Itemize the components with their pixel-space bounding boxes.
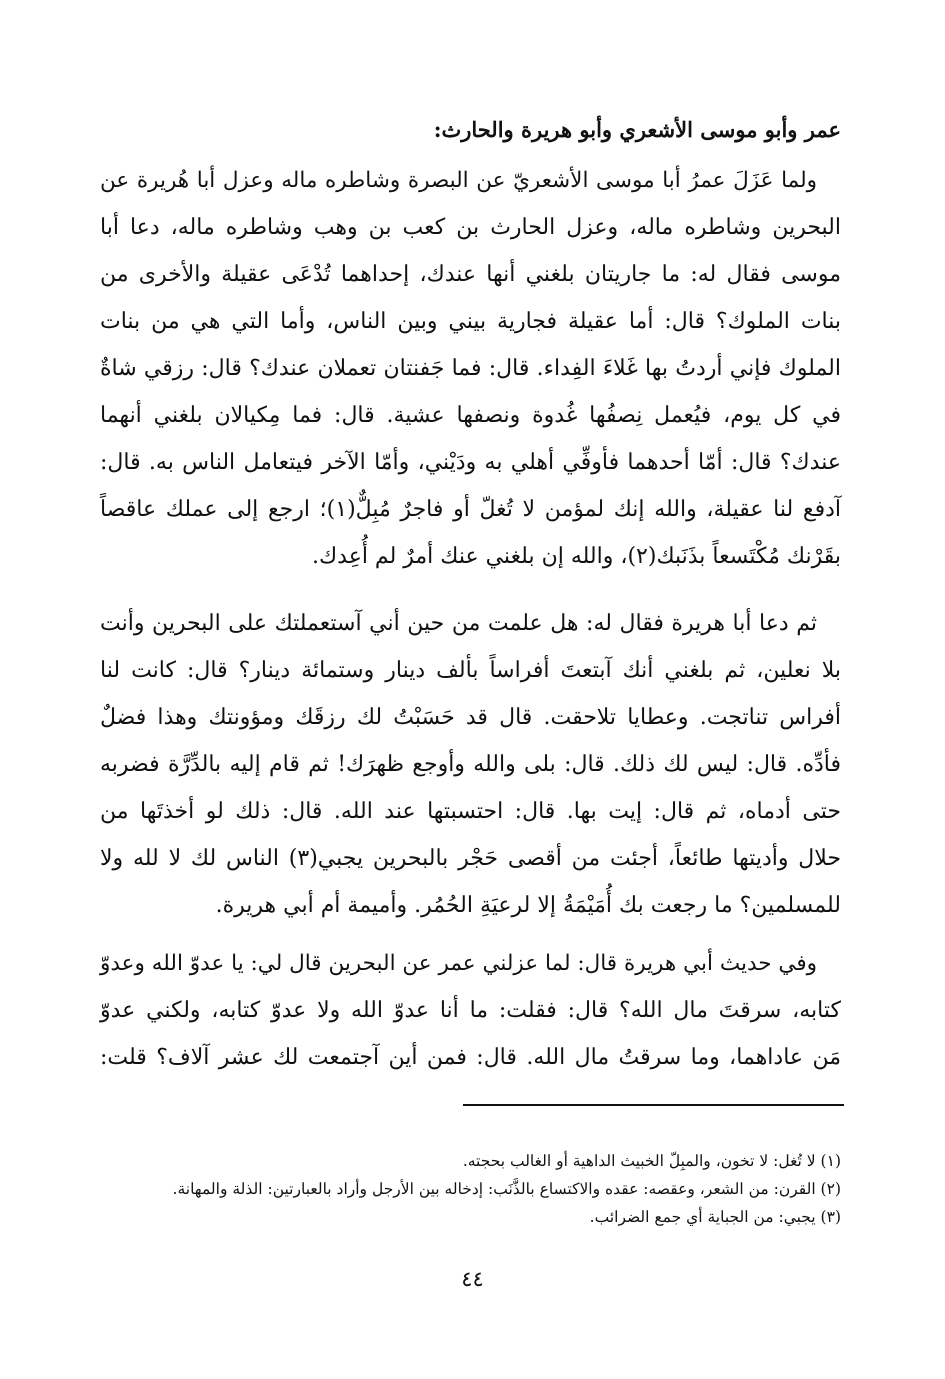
- footnote-1: (١) لا تُغل: لا تخون، والمبِلّ الخبيث الداهية أو الغالب بحجته.: [462, 1152, 841, 1170]
- text-line: بلا نعلين، ثم بلغني أنك آبتعتَ أفراساً بألف دينار وستمائة دينار؟ قال: كانت لنا: [100, 658, 841, 683]
- paragraph-2: [100, 600, 841, 929]
- paragraph-1: [100, 157, 841, 580]
- text-line: كتابه، سرقتَ مال الله؟ قال: فقلت: ما أنا عدوّ الله ولا عدوّ كتابه، ولكني عدوّ: [100, 998, 841, 1023]
- text-line: مَن عاداهما، وما سرقتُ مال الله. قال: فمن أين آجتمعت لك عشر آلاف؟ قلت:: [100, 1045, 841, 1070]
- footnote-divider: [463, 1104, 844, 1106]
- text-line: للمسلمين؟ ما رجعت بك أُمَيْمَةُ إلا لرعيَةِ الحُمُر. وأميمة أم أبي هريرة.: [215, 893, 841, 918]
- text-line: حلال وأديتها طائعاً، أجئت من أقصى حَجْر بالبحرين يجبي(٣) الناس لك لا لله ولا: [100, 846, 841, 871]
- footnote-3: (٣) يجبي: من الجباية أي جمع الضرائب.: [589, 1208, 841, 1226]
- text-line: حتى أدماه، ثم قال: إيت بها. قال: احتسبتها عند الله. قال: ذلك لو أخذتَها من: [100, 799, 841, 824]
- text-line: في كل يوم، فيُعمل نِصفُها غُدوة ونصفها عشية. قال: فما مِكيالان بلغني أنهما: [100, 403, 841, 428]
- page-number: ٤٤: [461, 1267, 484, 1291]
- text-line: موسى فقال له: ما جاريتان بلغني أنها عندك، إحداهما تُدْعَى عقيلة والأخرى من: [100, 262, 841, 287]
- text-line: وفي حديث أبي هريرة قال: لما عزلني عمر عن البحرين قال لي: يا عدوّ الله وعدوّ: [100, 951, 817, 976]
- text-line: بنات الملوك؟ قال: أما عقيلة فجارية بيني وبين الناس، وأما التي هي من بنات: [100, 309, 841, 334]
- text-line: عندك؟ قال: أمّا أحدهما فأوفِّي أهلي به ودَيْني، وأمّا الآخر فيتعامل الناس به. قال:: [100, 450, 841, 475]
- section-heading: عمر وأبو موسى الأشعري وأبو هريرة والحارث:: [433, 117, 841, 142]
- text-line: بقَرْنك مُكْتَسعاً بذَنَبك(٢)، والله إن بلغني عنك أمرٌ لم أُعِدك.: [312, 544, 841, 569]
- text-line: أفراس تناتجت. وعطايا تلاحقت. قال قد حَسَبْتُ لك رزقَك ومؤونتك وهذا فضلٌ: [100, 705, 841, 730]
- text-line: آدفع لنا عقيلة، والله إنك لمؤمن لا تُغلّ أو فاجرٌ مُبِلٌّ(١)؛ ارجع إلى عملك عاقصاً: [100, 497, 841, 522]
- footnote-2: (٢) القرن: من الشعر، وعقصه: عقده والاكتساع بالذَّنَب: إدخاله بين الأرجل وأراد بالعبارتين: الذلة والمهانة.: [172, 1180, 841, 1198]
- text-line: الملوك فإني أردتُ بها غَلاءَ الفِداء. قال: فما جَفنتان تعملان عندك؟ قال: رزقي شاةٌ: [100, 356, 841, 381]
- text-line: ثم دعا أبا هريرة فقال له: هل علمت من حين أني آستعملتك على البحرين وأنت: [100, 611, 817, 636]
- text-line: البحرين وشاطره ماله، وعزل الحارث بن كعب بن وهب وشاطره ماله، دعا أبا: [100, 215, 841, 240]
- text-line: ولما عَزَلَ عمرُ أبا موسى الأشعريّ عن البصرة وشاطره ماله وعزل أبا هُريرة عن: [100, 168, 817, 193]
- text-line: فأدِّه. قال: ليس لك ذلك. قال: بلى والله وأوجع ظهرَك! ثم قام إليه بالدِّرَّة فضربه: [100, 752, 841, 777]
- footnotes: [96, 1147, 841, 1231]
- paragraph-3: [100, 940, 841, 1081]
